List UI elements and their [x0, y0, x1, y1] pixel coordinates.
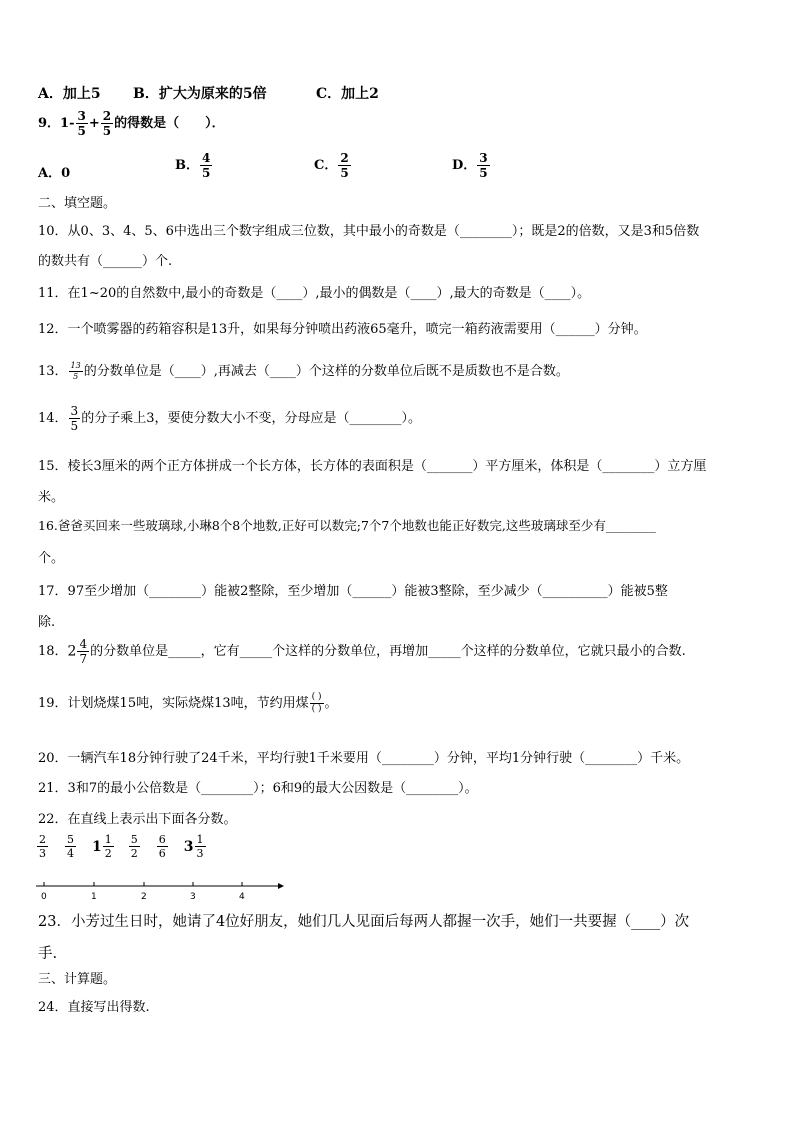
question-20: 20．一辆汽车18分钟行驶了24千米，平均行驶1千米要用（________）分钟，平均1分钟行驶（________）千米。: [38, 751, 690, 766]
q22-frac-4: $\frac{5}{2}$: [130, 833, 138, 860]
tick-label-2: 2: [141, 892, 147, 902]
q8-option-c: C．加上2: [316, 86, 379, 102]
q22-frac-6: 3 $\frac{1}{3}$: [183, 833, 204, 860]
tick-label-4: 4: [239, 892, 245, 902]
question-11: 11．在1~20的自然数中,最小的奇数是（____）,最小的偶数是（____）,最大的奇数是（____）。: [38, 286, 591, 301]
question-22: 22．在直线上表示出下面各分数。: [38, 812, 237, 827]
number-line: [30, 876, 290, 902]
question-12: 12．一个喷雾器的药箱容积是13升，如果每分钟喷出药液65毫升，喷完一箱药液需要用（______）分钟。: [38, 322, 647, 337]
q9-option-c: C． $\frac{2}{5}$: [314, 151, 349, 180]
question-10-line2: 的数共有（______）个.: [38, 254, 173, 269]
question-23-line1: 23．小芳过生日时，她请了4位好朋友，她们几人见面后每两人都握一次手，她们一共要握（____）次: [38, 914, 690, 930]
q8-option-a: A．加上5: [38, 86, 101, 102]
tick-label-0: 0: [41, 892, 47, 902]
question-17-line1: 17．97至少增加（________）能被2整除，至少增加（______）能被3整除，至少减少（__________）能被5整: [38, 584, 668, 599]
question-17-line2: 除.: [38, 615, 56, 630]
question-16-line1: 16.爸爸买回来一些玻璃球,小琳8个8个地数,正好可以数完;7个7个地数也能正好数完,这些玻璃球至少有________: [38, 518, 656, 533]
question-18: 18．2 $\frac{4}{7}$ 的分数单位是_____，它有_____个这样的分数单位，再增加_____个这样的分数单位，它就只最小的合数.: [38, 637, 686, 666]
tick-label-1: 1: [91, 892, 97, 902]
question-13: 13． $\frac{13}{5}$ 的分数单位是（____）,再减去（____）个这样的分数单位后既不是质数也不是合数。: [38, 361, 569, 381]
question-24: 24．直接写出得数.: [38, 1000, 150, 1015]
question-19: 19．计划烧煤15吨，实际烧煤13吨，节约用煤 $\frac{( )}{( )}$ 。: [38, 692, 338, 714]
q9-option-a: A．0: [38, 166, 71, 181]
question-15-line1: 15．棱长3厘米的两个正方体拼成一个长方体，长方体的表面积是（_______）平方厘米，体积是（________）立方厘: [38, 459, 707, 474]
question-16-line2: 个。: [38, 551, 65, 566]
question-9: 9．1- $\frac{3}{5}$ + $\frac{2}{5}$ 的得数是（ ）．: [38, 109, 225, 138]
section-heading-fill-in: 二、填空题。: [38, 196, 117, 211]
section-heading-calculation: 三、计算题。: [38, 972, 117, 987]
q22-frac-1: $\frac{2}{3}$: [39, 833, 46, 860]
q22-frac-2: $\frac{5}{4}$: [67, 833, 74, 860]
tick-label-3: 3: [190, 892, 196, 902]
q9-option-d: D． $\frac{3}{5}$: [452, 151, 488, 180]
number-line-arrow: [278, 883, 284, 889]
q22-frac-5: $\frac{6}{6}$: [158, 833, 166, 860]
question-10-line1: 10．从0、3、4、5、6中选出三个数字组成三位数，其中最小的奇数是（________）；既是2的倍数，又是3和5倍数: [38, 224, 700, 239]
q22-fraction-list: [36, 834, 207, 859]
question-21: 21．3和7的最小公倍数是（________）；6和9的最大公因数是（________）。: [38, 781, 478, 796]
q8-option-b: B．扩大为原来的5倍: [133, 86, 267, 102]
q9-option-b: B． $\frac{4}{5}$: [175, 151, 211, 180]
q22-frac-3: 1 $\frac{1}{2}$: [92, 833, 112, 860]
question-15-line2: 米。: [38, 490, 65, 505]
question-23-line2: 手.: [38, 946, 58, 962]
question-14: 14． $\frac{3}{5}$ 的分子乘上3，要使分数大小不变，分母应是（________）。: [38, 404, 421, 433]
